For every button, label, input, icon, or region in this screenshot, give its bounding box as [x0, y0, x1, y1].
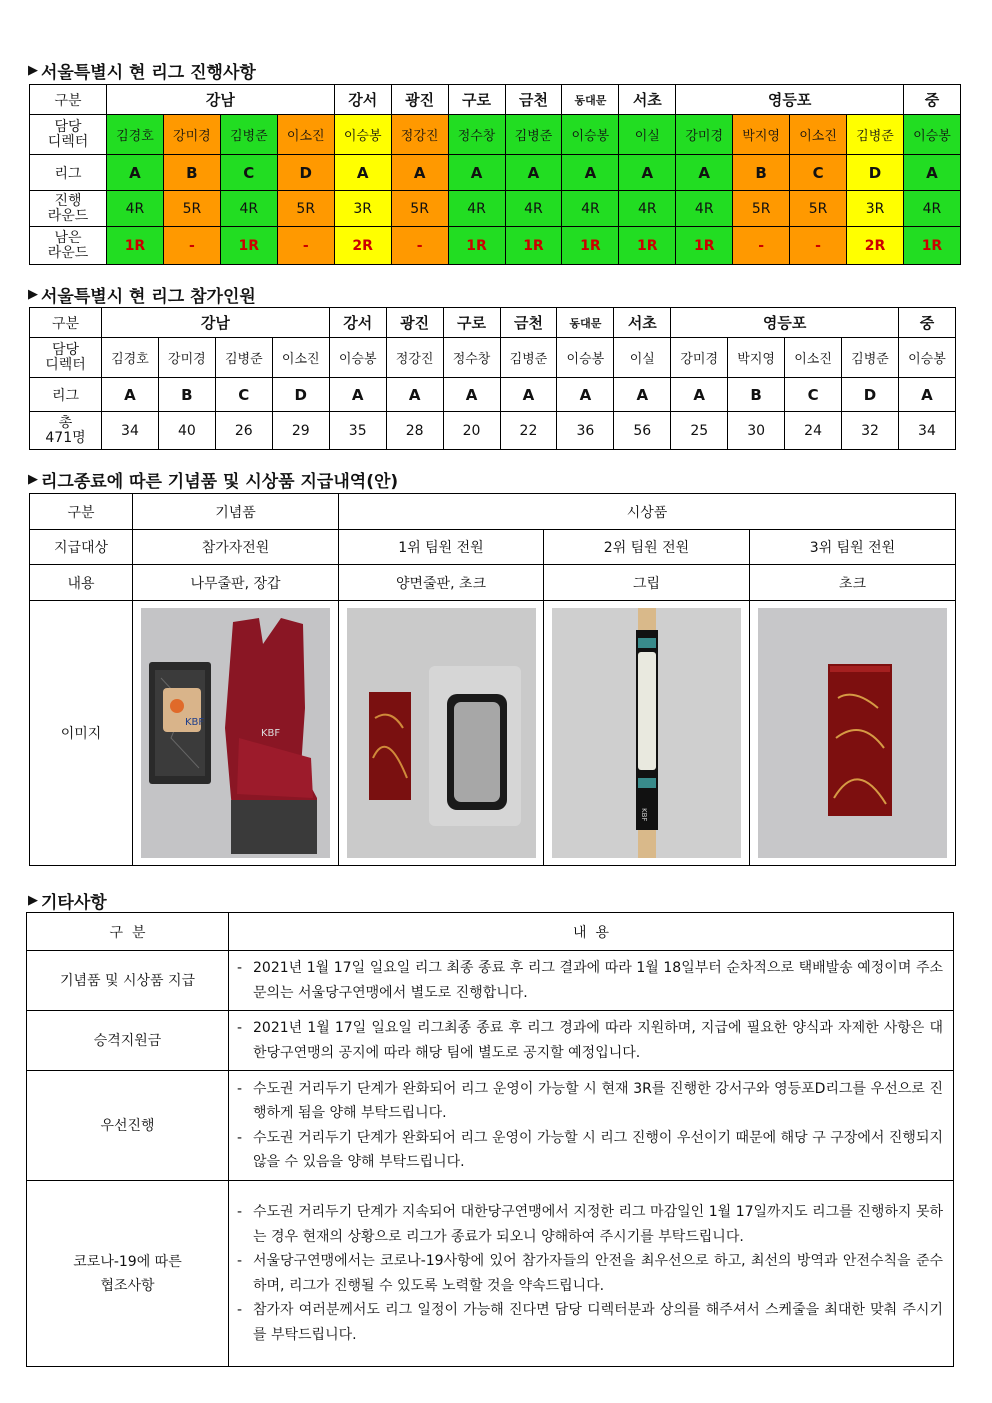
region-header: 서초 [614, 308, 671, 338]
region-header: 광진 [386, 308, 443, 338]
league-cell: A [329, 378, 386, 412]
count-cell: 24 [785, 412, 842, 450]
target-label: 지급대상 [30, 530, 133, 565]
progress-cell: 5R [163, 191, 220, 227]
board-and-chalk-image [347, 608, 536, 858]
category-header: 구 분 [27, 913, 229, 951]
svg-text:KBF: KBF [640, 808, 648, 822]
notes-bullet-text: 수도권 거리두기 단계가 완화되어 리그 운영이 가능할 시 리그 진행이 우선이기 때문에 해당 구 구장에서 진행되지 않을 수 있음을 양해 부탁드립니다. [253, 1129, 943, 1170]
director-cell: 이승봉 [557, 338, 614, 378]
remain-cell: 2R [847, 227, 904, 265]
chalk-box-image [758, 608, 947, 858]
content-header: 내 용 [229, 913, 954, 951]
league-cell: B [733, 155, 790, 191]
notes-bullet-text: 서울당구연맹에서는 코로나-19사항에 있어 참가자들의 안전을 최우선으로 하고, 최선의 방역과 안전수칙을 준수하며, 리그가 진행될 수 있도록 노력할 것을 약속드립니다. [253, 1253, 943, 1294]
notes-bullet: - 2021년 1월 17일 일요일 리그 최종 종료 후 리그 결과에 따라 1월 18일부터 순차적으로 택배발송 예정이며 주소문의는 서울당구연맹에서 별도로 진행합니다. [237, 956, 943, 1005]
league-cell: A [443, 378, 500, 412]
director-cell: 김병준 [500, 338, 557, 378]
section4-title: 기타사항 [41, 893, 107, 913]
total-label: 총 471명 [30, 412, 102, 450]
director-cell: 이소진 [272, 338, 329, 378]
content-cell: 양면줄판, 초크 [339, 565, 544, 601]
section2-heading [28, 282, 256, 307]
notes-bullet: - 서울당구연맹에서는 코로나-19사항에 있어 참가자들의 안전을 최우선으로 하고, 최선의 방역과 안전수칙을 준수하며, 리그가 진행될 수 있도록 노력할 것을 약속드립니다. [237, 1249, 943, 1298]
gubun-header: 구분 [30, 494, 133, 530]
gubun-header: 구분 [30, 85, 107, 115]
director-cell: 김병준 [505, 115, 562, 155]
notes-bullet: - 수도권 거리두기 단계가 완화되어 리그 운영이 가능할 시 리그 진행이 우선이기 때문에 해당 구 구장에서 진행되지 않을 수 있음을 양해 부탁드립니다. [237, 1126, 943, 1175]
league-cell: A [619, 155, 676, 191]
progress-cell: 5R [790, 191, 847, 227]
notes-category: 코로나-19에 따른 협조사항 [27, 1181, 229, 1367]
count-cell: 34 [102, 412, 159, 450]
director-cell: 정수창 [448, 115, 505, 155]
director-cell: 이승봉 [562, 115, 619, 155]
league-cell: A [386, 378, 443, 412]
count-cell: 35 [329, 412, 386, 450]
notes-row [27, 1181, 954, 1367]
league-cell: D [272, 378, 329, 412]
section1-heading [28, 58, 256, 83]
target-cell: 1위 팀원 전원 [339, 530, 544, 565]
progress-cell: 5R [391, 191, 448, 227]
remain-cell: 1R [220, 227, 277, 265]
image-label: 이미지 [30, 601, 133, 866]
director-cell: 강미경 [676, 115, 733, 155]
notes-bullet: - 수도권 거리두기 단계가 지속되어 대한당구연맹에서 지정한 리그 마감일인 1월 17일까지도 리그를 진행하지 못하는 경우 현재의 상황으로 리그가 종료가 되오니 양해하여 주시기를 부탁드립니다. [237, 1200, 943, 1249]
notes-bullet-text: 참가자 여러분께서도 리그 일정이 가능해 진다면 담당 디렉터분과 상의를 해주셔서 스케줄을 최대한 맞춰 주시기를 부탁드립니다. [253, 1302, 943, 1343]
region-header: 동대문 [562, 85, 619, 115]
prize-header: 시상품 [339, 494, 956, 530]
participants-table [29, 307, 956, 450]
notes-category: 승격지원금 [27, 1011, 229, 1071]
first-prize-photo [347, 608, 536, 858]
target-cell: 3위 팀원 전원 [750, 530, 956, 565]
league-cell: A [614, 378, 671, 412]
director-cell: 박지영 [733, 115, 790, 155]
league-cell: A [391, 155, 448, 191]
director-cell: 이실 [619, 115, 676, 155]
league-cell: D [277, 155, 334, 191]
target-cell: 참가자전원 [133, 530, 339, 565]
triangle-bullet-icon: ▶ [28, 287, 38, 302]
director-cell: 김병준 [847, 115, 904, 155]
count-cell: 56 [614, 412, 671, 450]
progress-label: 진행 라운드 [30, 191, 107, 227]
remain-row [30, 227, 961, 265]
count-cell: 30 [728, 412, 785, 450]
league-cell: B [163, 155, 220, 191]
image-cell [339, 601, 544, 866]
progress-cell: 3R [334, 191, 391, 227]
count-cell: 29 [272, 412, 329, 450]
notes-content [229, 1181, 954, 1367]
count-cell: 34 [899, 412, 956, 450]
remain-cell: - [277, 227, 334, 265]
notes-content [229, 1071, 954, 1181]
count-cell: 25 [671, 412, 728, 450]
notes-bullet: - 2021년 1월 17일 일요일 리그최종 종료 후 리그 경과에 따라 지원하며, 지급에 필요한 양식과 자제한 사항은 대한당구연맹의 공지에 따라 해당 팀에 별도로 공지할 예정입니다. [237, 1016, 943, 1065]
director-cell: 이실 [614, 338, 671, 378]
league-cell: A [107, 155, 164, 191]
notes-header-row [27, 913, 954, 951]
director-cell: 김병준 [215, 338, 272, 378]
remain-cell: 1R [904, 227, 961, 265]
director-cell: 정강진 [386, 338, 443, 378]
league-cell: B [728, 378, 785, 412]
progress-cell: 4R [904, 191, 961, 227]
progress-cell: 4R [505, 191, 562, 227]
league-cell: C [220, 155, 277, 191]
remain-cell: 1R [676, 227, 733, 265]
league-cell: A [505, 155, 562, 191]
league-cell: A [904, 155, 961, 191]
region-header: 영등포 [676, 85, 904, 115]
region-header: 금천 [500, 308, 557, 338]
remain-cell: 2R [334, 227, 391, 265]
second-prize-photo [552, 608, 741, 858]
count-cell: 20 [443, 412, 500, 450]
region-header: 강서 [334, 85, 391, 115]
league-row [30, 155, 961, 191]
remain-cell: 1R [562, 227, 619, 265]
director-cell: 김병준 [220, 115, 277, 155]
notes-row [27, 1011, 954, 1071]
league-cell: C [790, 155, 847, 191]
region-header: 중 [899, 308, 956, 338]
progress-cell: 4R [448, 191, 505, 227]
league-cell: A [102, 378, 159, 412]
remain-cell: - [391, 227, 448, 265]
count-cell: 22 [500, 412, 557, 450]
region-header: 금천 [505, 85, 562, 115]
region-header: 중 [904, 85, 961, 115]
section3-heading [28, 467, 398, 492]
league-cell: C [215, 378, 272, 412]
notes-category: 우선진행 [27, 1071, 229, 1181]
souvenir-photo [141, 608, 330, 858]
progress-cell: 3R [847, 191, 904, 227]
prize-table [29, 493, 956, 866]
director-cell: 정강진 [391, 115, 448, 155]
region-header: 서초 [619, 85, 676, 115]
content-cell: 나무줄판, 장갑 [133, 565, 339, 601]
svg-text:KBF: KBF [185, 717, 205, 728]
count-cell: 32 [842, 412, 899, 450]
director-cell: 강미경 [671, 338, 728, 378]
region-header: 구로 [443, 308, 500, 338]
notes-bullet: - 참가자 여러분께서도 리그 일정이 가능해 진다면 담당 디렉터분과 상의를 해주셔서 스케줄을 최대한 맞춰 주시기를 부탁드립니다. [237, 1298, 943, 1347]
progress-cell: 4R [107, 191, 164, 227]
league-label: 리그 [30, 155, 107, 191]
progress-cell: 5R [277, 191, 334, 227]
image-cell [544, 601, 750, 866]
region-header: 구로 [448, 85, 505, 115]
region-header: 동대문 [557, 308, 614, 338]
progress-cell: 4R [562, 191, 619, 227]
region-header-row [30, 85, 961, 115]
count-cell: 36 [557, 412, 614, 450]
league-cell: A [334, 155, 391, 191]
section3-title: 리그종료에 따른 기념품 및 시상품 지급내역(안) [41, 472, 399, 492]
director-cell: 이승봉 [329, 338, 386, 378]
image-cell [750, 601, 956, 866]
progress-row [30, 191, 961, 227]
director-cell: 김경호 [107, 115, 164, 155]
third-prize-photo [758, 608, 947, 858]
section1-title: 서울특별시 현 리그 진행사항 [41, 63, 256, 83]
director-cell: 이소진 [785, 338, 842, 378]
content-label: 내용 [30, 565, 133, 601]
count-cell: 28 [386, 412, 443, 450]
league-cell: A [899, 378, 956, 412]
triangle-bullet-icon: ▶ [28, 472, 38, 487]
director-cell: 이승봉 [899, 338, 956, 378]
league-cell: A [557, 378, 614, 412]
director-cell: 김병준 [842, 338, 899, 378]
director-cell: 이소진 [790, 115, 847, 155]
remain-cell: 1R [448, 227, 505, 265]
league-cell: A [448, 155, 505, 191]
director-cell: 강미경 [158, 338, 215, 378]
region-header: 강남 [107, 85, 335, 115]
remain-cell: 1R [619, 227, 676, 265]
prize-header-row [30, 494, 956, 530]
league-cell: A [671, 378, 728, 412]
region-header: 영등포 [671, 308, 899, 338]
director-row [30, 115, 961, 155]
league-label: 리그 [30, 378, 102, 412]
progress-cell: 4R [220, 191, 277, 227]
section2-title: 서울특별시 현 리그 참가인원 [41, 287, 256, 307]
board-and-glove-image [141, 608, 330, 858]
remain-cell: - [733, 227, 790, 265]
progress-cell: 5R [733, 191, 790, 227]
triangle-bullet-icon: ▶ [28, 63, 38, 78]
notes-content [229, 951, 954, 1011]
league-cell: C [785, 378, 842, 412]
remain-label: 남은 라운드 [30, 227, 107, 265]
league-cell: D [847, 155, 904, 191]
region-header: 광진 [391, 85, 448, 115]
notes-bullet-text: 2021년 1월 17일 일요일 리그 최종 종료 후 리그 결과에 따라 1월 18일부터 순차적으로 택배발송 예정이며 주소문의는 서울당구연맹에서 별도로 진행합니다. [253, 960, 943, 1001]
director-cell: 박지영 [728, 338, 785, 378]
region-header: 강서 [329, 308, 386, 338]
director-label: 담당 디렉터 [30, 115, 107, 155]
triangle-bullet-icon: ▶ [28, 893, 38, 908]
remain-cell: - [790, 227, 847, 265]
league-progress-table [29, 84, 961, 265]
league-cell: A [676, 155, 733, 191]
notes-bullet-text: 2021년 1월 17일 일요일 리그최종 종료 후 리그 경과에 따라 지원하며, 지급에 필요한 양식과 자제한 사항은 대한당구연맹의 공지에 따라 해당 팀에 별도로 공지할 예정입니다. [253, 1020, 943, 1061]
section4-heading [28, 888, 107, 913]
director-cell: 이승봉 [334, 115, 391, 155]
region-header: 강남 [102, 308, 330, 338]
notes-table [26, 912, 954, 1367]
league-row [30, 378, 956, 412]
director-label: 담당 디렉터 [30, 338, 102, 378]
souvenir-header: 기념품 [133, 494, 339, 530]
notes-category: 기념품 및 시상품 지급 [27, 951, 229, 1011]
notes-bullet-text: 수도권 거리두기 단계가 지속되어 대한당구연맹에서 지정한 리그 마감일인 1월 17일까지도 리그를 진행하지 못하는 경우 현재의 상황으로 리그가 종료가 되오니 양해하여 주시기를 부탁드립니다. [253, 1204, 943, 1245]
league-cell: D [842, 378, 899, 412]
count-cell: 26 [215, 412, 272, 450]
director-cell: 강미경 [163, 115, 220, 155]
gubun-header: 구분 [30, 308, 102, 338]
count-row [30, 412, 956, 450]
director-cell: 김경호 [102, 338, 159, 378]
remain-cell: - [163, 227, 220, 265]
notes-bullet: - 수도권 거리두기 단계가 완화되어 리그 운영이 가능할 시 현재 3R를 진행한 강서구와 영등포D리그를 우선으로 진행하게 됨을 양해 부탁드립니다. [237, 1077, 943, 1126]
progress-cell: 4R [676, 191, 733, 227]
content-cell: 초크 [750, 565, 956, 601]
content-cell: 그립 [544, 565, 750, 601]
target-cell: 2위 팀원 전원 [544, 530, 750, 565]
content-row [30, 565, 956, 601]
director-cell: 이소진 [277, 115, 334, 155]
grip-image [552, 608, 741, 858]
director-cell: 정수창 [443, 338, 500, 378]
notes-content [229, 1011, 954, 1071]
image-cell [133, 601, 339, 866]
notes-bullet-text: 수도권 거리두기 단계가 완화되어 리그 운영이 가능할 시 현재 3R를 진행한 강서구와 영등포D리그를 우선으로 진행하게 됨을 양해 부탁드립니다. [253, 1080, 943, 1121]
remain-cell: 1R [505, 227, 562, 265]
image-row [30, 601, 956, 866]
league-cell: A [500, 378, 557, 412]
director-cell: 이승봉 [904, 115, 961, 155]
league-cell: A [562, 155, 619, 191]
notes-row [27, 951, 954, 1011]
count-cell: 40 [158, 412, 215, 450]
league-cell: B [158, 378, 215, 412]
region-header-row [30, 308, 956, 338]
target-row [30, 530, 956, 565]
director-row [30, 338, 956, 378]
svg-text:KBF: KBF [261, 728, 281, 739]
remain-cell: 1R [107, 227, 164, 265]
progress-cell: 4R [619, 191, 676, 227]
notes-row [27, 1071, 954, 1181]
